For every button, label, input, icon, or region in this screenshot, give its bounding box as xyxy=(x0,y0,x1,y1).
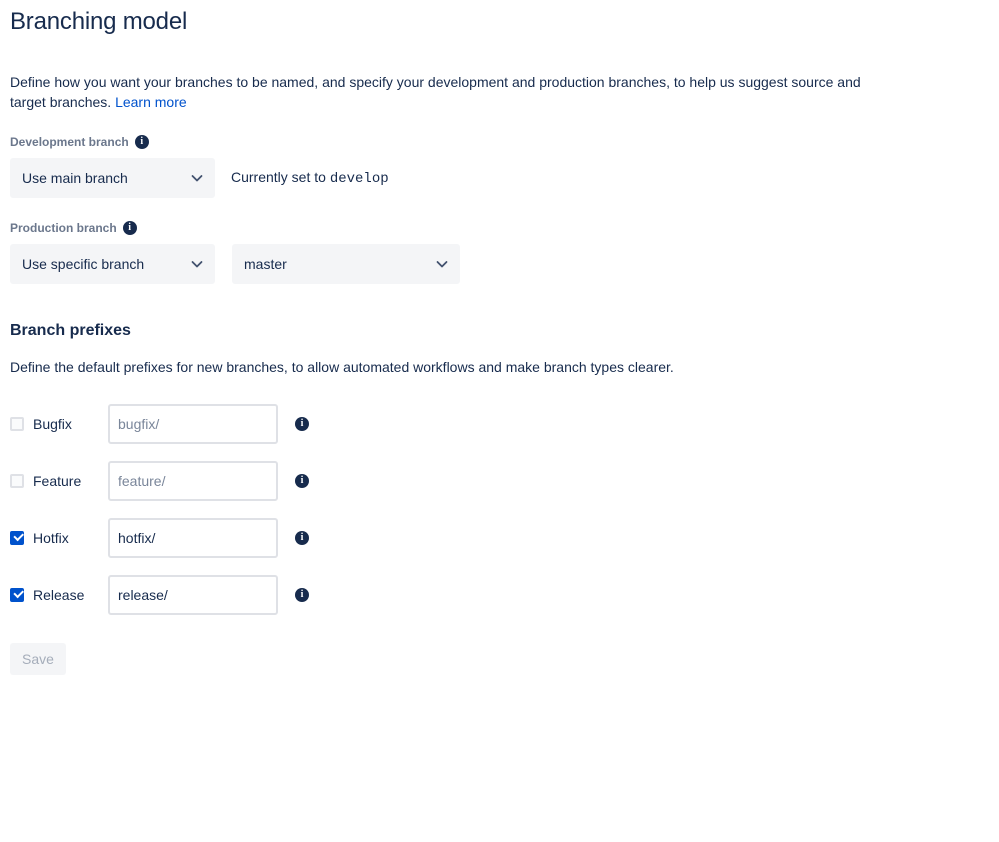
info-icon[interactable]: i xyxy=(295,417,309,431)
release-prefix-input[interactable] xyxy=(108,575,278,615)
production-branch-name-select[interactable] xyxy=(232,244,460,284)
chevron-down-icon xyxy=(191,258,203,270)
feature-prefix-input[interactable] xyxy=(108,461,278,501)
page-title: Branching model xyxy=(10,8,188,35)
production-branch-mode-select[interactable] xyxy=(10,244,215,284)
development-branch-select-value: Use main branch xyxy=(22,170,128,186)
hotfix-prefix-input[interactable] xyxy=(108,518,278,558)
development-branch-label-text: Development branch xyxy=(10,135,129,149)
bugfix-label: Bugfix xyxy=(33,415,72,432)
branch-prefix-list xyxy=(10,395,989,623)
info-icon[interactable]: i xyxy=(295,588,309,602)
branch-prefixes-title: Branch prefixes xyxy=(10,322,131,339)
feature-checkbox[interactable] xyxy=(10,474,24,488)
list-item xyxy=(10,566,989,623)
chevron-down-icon xyxy=(191,172,203,184)
production-branch-label xyxy=(10,220,989,236)
production-branch-mode-value: Use specific branch xyxy=(22,256,145,272)
save-button[interactable]: Save xyxy=(10,643,66,675)
current-development-branch xyxy=(231,169,389,187)
list-item xyxy=(10,452,989,509)
hotfix-label: Hotfix xyxy=(33,529,69,546)
list-item xyxy=(10,395,989,452)
production-branch-row xyxy=(10,244,989,284)
bugfix-checkbox[interactable] xyxy=(10,417,24,431)
info-icon[interactable]: i xyxy=(123,221,137,235)
bugfix-prefix-input[interactable] xyxy=(108,404,278,444)
development-branch-label xyxy=(10,134,989,150)
development-branch-row xyxy=(10,158,989,198)
current-development-branch-prefix: Currently set to xyxy=(231,169,326,185)
info-icon[interactable]: i xyxy=(295,474,309,488)
production-branch-label-text: Production branch xyxy=(10,221,117,235)
feature-label: Feature xyxy=(33,472,82,489)
hotfix-checkbox[interactable] xyxy=(10,531,24,545)
learn-more-link[interactable]: Learn more xyxy=(115,94,187,110)
page-description xyxy=(10,72,894,112)
release-label: Release xyxy=(33,586,85,603)
list-item xyxy=(10,509,989,566)
branch-prefixes-description: Define the default prefixes for new branches, to allow automated workflows and make branch types clearer. xyxy=(10,359,674,375)
branching-model-page xyxy=(0,8,999,675)
info-icon[interactable]: i xyxy=(135,135,149,149)
development-branch-select[interactable] xyxy=(10,158,215,198)
release-checkbox[interactable] xyxy=(10,588,24,602)
production-branch-name-value: master xyxy=(244,256,287,272)
chevron-down-icon xyxy=(436,258,448,270)
info-icon[interactable]: i xyxy=(295,531,309,545)
current-development-branch-value: develop xyxy=(329,171,389,187)
page-description-text: Define how you want your branches to be named, and specify your development and production branches, to help us suggest source and target branches. xyxy=(10,74,861,110)
